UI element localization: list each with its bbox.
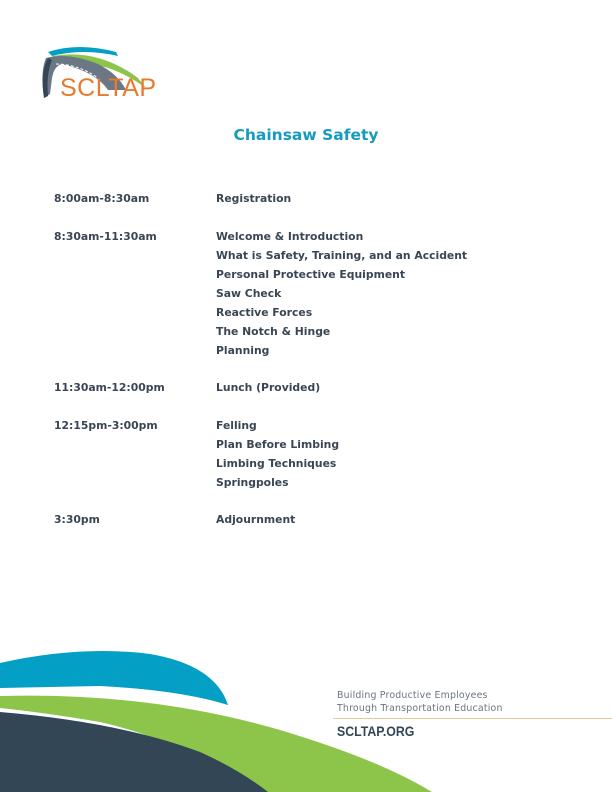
agenda-time: 8:30am-11:30am — [54, 229, 157, 243]
agenda-items — [216, 510, 295, 529]
agenda-block — [54, 189, 467, 208]
decorative-waves — [0, 630, 612, 792]
agenda-time: 3:30pm — [54, 513, 100, 526]
agenda-block — [54, 227, 467, 360]
agenda-item: The Notch & Hinge — [216, 324, 331, 338]
agenda-item: Welcome & Introduction — [216, 229, 364, 243]
scltap-logo — [38, 42, 160, 104]
agenda-item: Plan Before Limbing — [216, 437, 340, 451]
agenda-time: 12:15pm-3:00pm — [54, 418, 158, 432]
agenda-item: Registration — [216, 192, 292, 205]
footer-tagline — [337, 690, 503, 715]
agenda-time: 11:30am-12:00pm — [54, 381, 165, 394]
agenda-items — [216, 416, 339, 492]
agenda-item: Springpoles — [216, 475, 289, 489]
logo-text: SCLTAP — [60, 74, 157, 102]
page-title: Chainsaw Safety — [233, 126, 379, 144]
agenda-item: Personal Protective Equipment — [216, 267, 405, 281]
agenda-item: Saw Check — [216, 286, 282, 300]
agenda-block — [54, 378, 467, 397]
agenda-item: Planning — [216, 343, 270, 357]
agenda-item: Felling — [216, 418, 257, 432]
tagline-line-2: Through Transportation Education — [337, 702, 503, 714]
agenda-item: Adjournment — [216, 513, 296, 526]
agenda-item: Lunch (Provided) — [216, 381, 321, 394]
agenda-items — [216, 378, 320, 397]
agenda-items — [216, 227, 467, 360]
footer-url[interactable]: SCLTAP.ORG — [337, 723, 415, 739]
agenda-item: Reactive Forces — [216, 305, 313, 319]
agenda-block — [54, 416, 467, 492]
agenda — [54, 189, 467, 548]
agenda-items — [216, 189, 291, 208]
agenda-block — [54, 510, 467, 529]
footer-divider — [333, 718, 612, 719]
agenda-time: 8:00am-8:30am — [54, 192, 150, 205]
agenda-item: What is Safety, Training, and an Accident — [216, 248, 468, 262]
tagline-line-1: Building Productive Employees — [337, 690, 488, 701]
agenda-item: Limbing Techniques — [216, 456, 337, 470]
